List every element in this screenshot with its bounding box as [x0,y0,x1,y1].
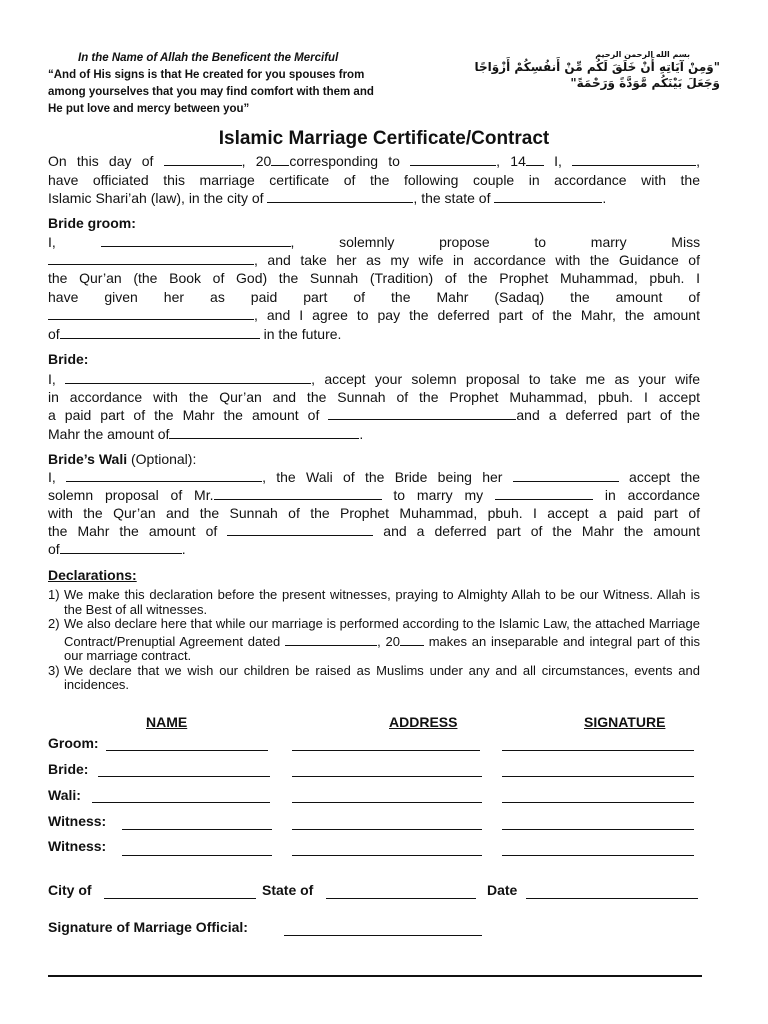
bottom-rule [48,975,702,977]
bride-mahr-deferred-blank[interactable] [169,425,359,439]
header-arabic [440,50,720,91]
footer-state-line[interactable] [326,898,476,899]
year-blank[interactable] [271,152,289,166]
row-label-witness-2: Witness: [48,838,107,854]
declaration-item: 1) We make this declaration before the present witnesses, praying to Almighty Allah to be our Witness. Allah is the Best of all witnesses. [48,587,700,617]
day-blank[interactable] [164,152,242,166]
wali-relation-blank[interactable] [513,468,619,482]
groom-address-line[interactable] [292,750,480,751]
groom-name-blank[interactable] [101,233,291,247]
declarations-heading: Declarations: [48,567,137,583]
official-signature-line[interactable] [284,935,482,936]
intro-line-3: Islamic Shari’ah (law), in the city of , the state of . [48,190,607,206]
groom-name-line[interactable] [106,750,268,751]
bride-heading: Bride: [48,351,89,367]
intro-line-2: have officiated this marriage certificate of the following couple in accordance with the [48,172,700,188]
groom-line-6: of in the future. [48,326,342,342]
groom-signature-line[interactable] [502,750,694,751]
city-label: City of [48,882,92,898]
wali-line-4: the Mahr the amount of and a deferred part of the Mahr the amount [48,523,700,539]
bride-line-3: a paid part of the Mahr the amount of and a deferred part of the [48,407,700,423]
row-label-wali: Wali: [48,787,81,803]
column-name-header: NAME [146,714,188,730]
wali-line-3: with the Qur’an and the Sunnah of the Prophet Muhammad, pbuh. I accept a paid part of [48,505,700,521]
verse-english-line-3: He put love and mercy between you” [48,103,250,115]
bride-address-line[interactable] [292,776,482,777]
bismillah-arabic: بسم الله الرحمن الرحيم [595,50,690,59]
groom-line-3: the Qur’an (the Book of God) the Sunnah (Tradition) of the Prophet Muhammad, pbuh. I [48,270,700,286]
groom-heading: Bride groom: [48,215,136,231]
document-title: Islamic Marriage Certificate/Contract [218,128,550,149]
wali-heading: Bride’s Wali (Optional): [48,451,197,467]
official-signature-label: Signature of Marriage Official: [48,919,248,935]
groom-line-1: I, , solemnly propose to marry Miss [48,234,701,250]
wali-line-5: of . [48,541,186,557]
state-label: State of [262,882,314,898]
witness-1-address-line[interactable] [292,829,482,830]
witness-2-name-line[interactable] [122,855,272,856]
intro-line-1: On this day of , 20 corresponding to , 14 I, , [48,153,700,169]
row-label-groom: Groom: [48,735,99,751]
wali-name-blank[interactable] [66,468,262,482]
wali-mahr-deferred-blank[interactable] [60,540,182,554]
wali-mahr-paid-blank[interactable] [227,522,373,536]
witness-2-signature-line[interactable] [502,855,694,856]
declaration-item: 3) We declare that we wish our children be raised as Muslims under any and all circumstances, events and incidences. [48,662,700,692]
bismillah-english: In the Name of Allah the Beneficent the Merciful [78,52,339,64]
groom-line-2: , and take her as my wife in accordance with the Guidance of [48,251,700,269]
row-label-witness-1: Witness: [48,813,107,829]
verse-english-line-2: among yourselves that you may find comfort with them and [48,86,374,98]
witness-1-signature-line[interactable] [502,829,694,830]
bride-name-blank[interactable] [48,251,254,265]
bride-line-2: in accordance with the Qur’an and the Sunnah of the Prophet Muhammad, pbuh. I accept [48,389,700,405]
groom-mr-blank[interactable] [214,486,382,500]
verse-arabic-line-1: "وَمِنْ آيَاتِهِ أَنْ خَلَقَ لَكُم مِّنْ أَنفُسِكُمْ أَزْوَاجًا [474,60,720,74]
bride-self-name-blank[interactable] [65,370,311,384]
date-label: Date [487,882,518,898]
agreement-date-blank[interactable] [285,632,377,646]
hijri-year-blank[interactable] [526,152,544,166]
bride-signature-line[interactable] [502,776,694,777]
wali-line-2: solemn proposal of Mr. to marry my in accordance [48,487,701,503]
groom-line-4: have given her as paid part of the Mahr (Sadaq) the amount of [48,289,700,305]
declarations-list [48,588,700,693]
groom-line-5: , and I agree to pay the deferred part of the Mahr, the amount [48,306,700,324]
agreement-year-blank[interactable] [400,632,424,646]
footer-date-line[interactable] [526,898,698,899]
state-blank[interactable] [494,189,602,203]
bride-line-1: I, , accept your solemn proposal to take me as your wife [48,371,701,387]
mahr-paid-blank[interactable] [48,306,254,320]
witness-1-name-line[interactable] [122,829,272,830]
footer-city-line[interactable] [104,898,256,899]
header-english [48,50,468,118]
bride-name-line[interactable] [98,776,270,777]
hijri-date-blank[interactable] [410,152,496,166]
bride-mahr-paid-blank[interactable] [328,406,516,420]
wali-address-line[interactable] [292,802,482,803]
ward-blank[interactable] [495,486,593,500]
wali-name-line[interactable] [92,802,270,803]
column-signature-header: SIGNATURE [584,714,666,730]
city-blank[interactable] [267,189,413,203]
verse-english-line-1: “And of His signs is that He created for you spouses from [48,69,365,81]
verse-arabic-line-2: وَجَعَلَ بَيْنَكُم مَّوَدَّةً وَرَحْمَةً" [570,76,720,90]
wali-line-1: I, , the Wali of the Bride being her accept the [48,469,701,485]
row-label-bride: Bride: [48,761,89,777]
officiant-name-blank[interactable] [572,152,696,166]
column-address-header: ADDRESS [389,714,458,730]
mahr-deferred-blank[interactable] [60,325,260,339]
bride-line-4: Mahr the amount of . [48,426,364,442]
declaration-item: 2) We also declare here that while our marriage is performed according to the Islamic Law, the attached Marriage Contract/Prenuptial Agreement dated , 20 makes an inseparable and integral part of this our marriage contract. [48,616,700,663]
wali-signature-line[interactable] [502,802,694,803]
witness-2-address-line[interactable] [292,855,482,856]
